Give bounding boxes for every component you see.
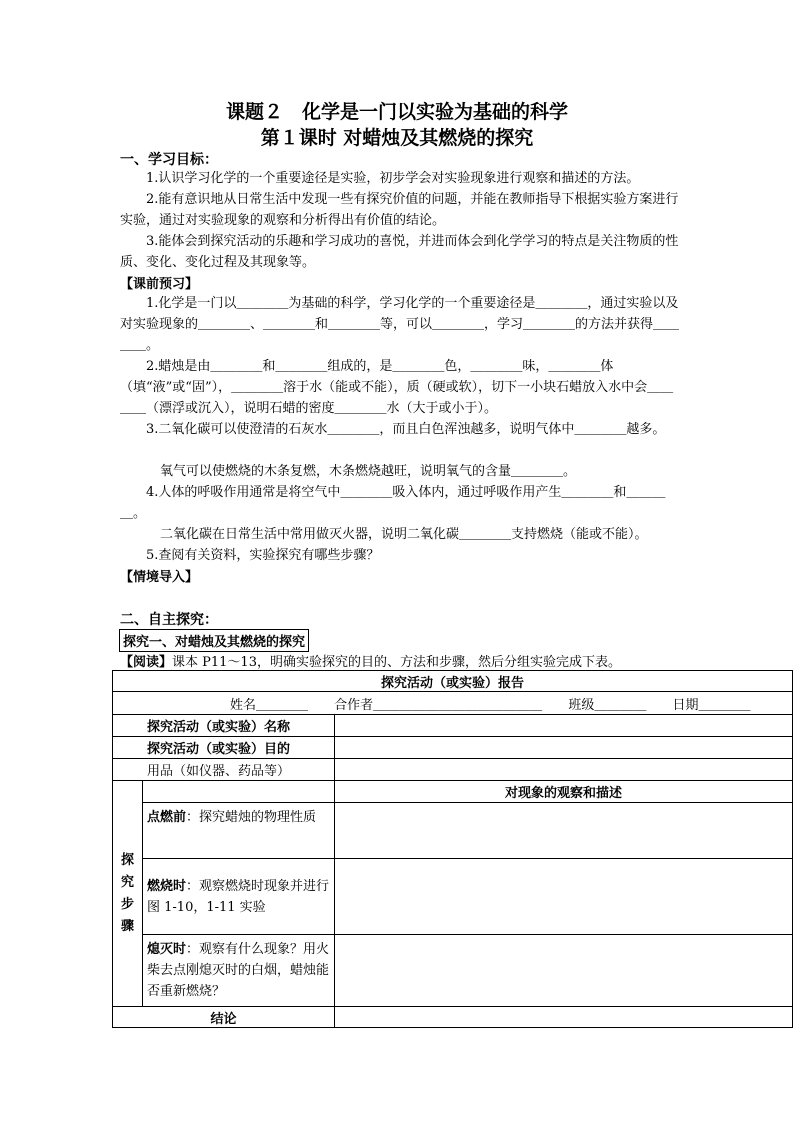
activity-purpose-cell[interactable] (335, 737, 793, 759)
section-inquiry-heading: 二、自主探究： (120, 612, 218, 628)
observation-after-extinguishing[interactable] (335, 935, 793, 1007)
report-meta-row (113, 692, 793, 715)
inquiry-one-title: 探究一、对蜡烛及其燃烧的探究 (119, 629, 309, 652)
observation-header: 对现象的观察和描述 (335, 781, 793, 803)
scenario-heading: 【情境导入】 (120, 570, 199, 585)
preview-question-5: 5.查阅有关资料，实验探究有哪些步骤？ (146, 548, 380, 563)
supplies-cell[interactable] (335, 759, 793, 781)
inquiry-steps-label: 探 究 步 骤 (113, 781, 143, 1007)
name-field[interactable]: 姓名＿＿＿＿ (230, 697, 309, 713)
preview-question-4: 4.人体的呼吸作用通常是将空气中＿＿＿＿吸入体内，通过呼吸作用产生＿＿＿＿和＿＿＿＿。 (120, 485, 666, 521)
row-supplies-label: 用品（如仪器、药品等） (113, 759, 335, 781)
row-activity-purpose-label: 探究活动（或实验）目的 (113, 737, 335, 759)
preview-question-3: 3.二氧化碳可以使澄清的石灰水＿＿＿＿，而且白色浑浊越多，说明气体中＿＿＿＿越多。 (146, 422, 666, 437)
experiment-report-table (112, 670, 793, 1028)
lesson-subtitle: 第１课时 对蜡烛及其燃烧的探究 (260, 127, 534, 149)
conclusion-label: 结论 (113, 1007, 335, 1028)
reading-instruction: 【阅读】课本 P11～13，明确实验探究的目的、方法和步骤，然后分组实验完成下表。 (120, 655, 621, 670)
lesson-title: 课题２ 化学是一门以实验为基础的科学 (225, 101, 568, 123)
goal-3: 3.能体会到探究活动的乐趣和学习成功的喜悦，并进而体会到化学学习的特点是关注物质的性质、变化、变化过程及其现象等。 (120, 234, 679, 270)
activity-name-cell[interactable] (335, 715, 793, 737)
partner-field[interactable]: 合作者＿＿＿＿＿＿＿＿＿＿＿＿＿ (334, 697, 543, 713)
step-before-lighting: 点燃前：探究蜡烛的物理性质 (143, 803, 335, 859)
observation-while-burning[interactable] (335, 859, 793, 935)
row-activity-name-label: 探究活动（或实验）名称 (113, 715, 335, 737)
report-title: 探究活动（或实验）报告 (113, 671, 793, 692)
preview-question-2: 2.蜡烛是由＿＿＿＿和＿＿＿＿组成的，是＿＿＿＿色，＿＿＿＿味，＿＿＿＿体（填“液”或“固”），＿＿＿＿溶于水（能或不能），质（硬或软），切下一小块石蜡放入水中会＿＿＿＿（漂浮或沉入），说明石蜡的密度＿＿＿＿水（大于或小于）。 (120, 359, 674, 416)
step-while-burning: 燃烧时：观察燃烧时现象并进行图 1-10，1-11 实验 (143, 859, 335, 935)
preview-question-1: 1.化学是一门以＿＿＿＿为基础的科学，学习化学的一个重要途径是＿＿＿＿，通过实验以及对实验现象的＿＿＿＿、＿＿＿＿和＿＿＿＿等，可以＿＿＿＿，学习＿＿＿＿的方法并获得＿＿＿＿。 (120, 296, 680, 353)
steps-header-blank (143, 781, 335, 803)
preview-heading: 【课前预习】 (120, 277, 199, 292)
preview-question-3b: 氧气可以使燃烧的木条复燃，木条燃烧越旺，说明氧气的含量＿＿＿＿。 (160, 464, 577, 479)
step-after-extinguishing: 熄灭时：观察有什么现象？用火柴去点刚熄灭时的白烟，蜡烛能否重新燃烧？ (143, 935, 335, 1007)
preview-question-4b: 二氧化碳在日常生活中常用做灭火器，说明二氧化碳＿＿＿＿支持燃烧（能或不能）。 (160, 527, 648, 542)
goal-1: 1.认识学习化学的一个重要途径是实验，初步学会对实验现象进行观察和描述的方法。 (146, 171, 640, 186)
observation-before-lighting[interactable] (335, 803, 793, 859)
date-field[interactable]: 日期＿＿＿＿ (672, 697, 751, 713)
section-learning-goals-heading: 一、学习目标： (120, 152, 218, 168)
class-field[interactable]: 班级＿＿＿＿ (568, 697, 647, 713)
conclusion-cell[interactable] (335, 1007, 793, 1028)
goal-2: 2.能有意识地从日常生活中发现一些有探究价值的问题，并能在教师指导下根据实验方案进行实验，通过对实验现象的观察和分析得出有价值的结论。 (120, 192, 679, 228)
